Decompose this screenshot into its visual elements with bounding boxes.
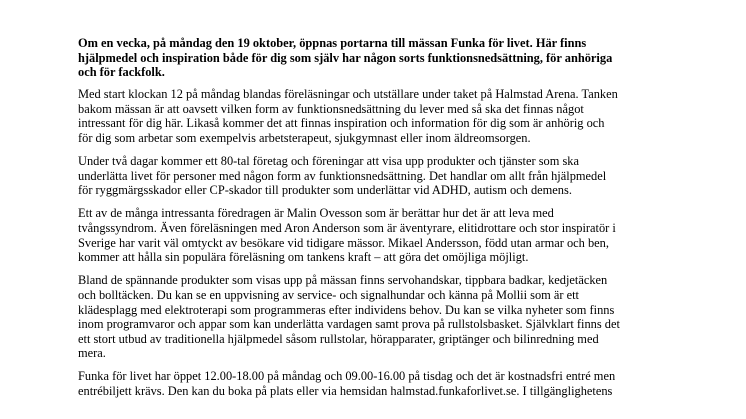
document-page [78,36,678,407]
text-line: mera. [78,346,106,361]
text-line: Med start klockan 12 på måndag blandas föreläsningar och utställare under taket på Halmstad Arena. Tanken [78,87,618,102]
text-line: Ett av de många intressanta föredragen är Malin Ovesson som är berättar hur det är att leva med [78,206,554,221]
paragraph-exhibitors [78,154,678,198]
text-line: underlätta livet för personer med någon form av funktionsnedsättning. Det handlar om allt från hjälpmedel [78,168,607,183]
text-line: inom programvaror och appar som kan underlätta vardagen samt prova på rullstolsbasket. Självklart finns det [78,317,620,332]
text-line: intressant för dig här. Likaså kommer det att finnas inspiration och information för dig som är anhörig och [78,116,605,131]
text-line: klädesplagg med elektroterapi som programmeras efter individens behov. Du kan se vilka nyheter som finns [78,302,615,317]
lead-line: och för fackfolk. [78,65,165,80]
text-line: bakom mässan är att oavsett vilken form av funktionsnedsättning du lever med så ska det finnas något [78,101,584,116]
paragraph-lectures [78,206,678,264]
text-line: kommer att hålla sin populära föreläsning om tankens kraft – att göra det omöjliga möjligt. [78,250,529,265]
text-line: Funka för livet har öppet 12.00-18.00 på måndag och 09.00-16.00 på tisdag och det är kostnadsfri entré men [78,369,616,384]
text-line: Bland de spännande produkter som visas upp på mässan finns servohandskar, tippbara badkar, kedjetäcken [78,273,608,288]
paragraph-opening-hours [78,369,678,398]
lead-line: Om en vecka, på måndag den 19 oktober, öppnas portarna till mässan Funka för livet. Här finns [78,36,587,50]
text-line: för ryggmärgsskador eller CP-skador till produkter som underlättar vid ADHD, autism och demens. [78,183,572,198]
text-line: och bolltäcken. Du kan se en uppvisning av service- och signalhundar och känna på Mollii som är ett [78,287,579,302]
lead-line: hjälpmedel och inspiration både för dig som själv har någon sorts funktionsnedsättning, för anhöriga [78,50,613,65]
text-line: Under två dagar kommer ett 80-tal företag och föreningar att visa upp produkter och tjänster som ska [78,154,579,169]
lead-paragraph [78,36,678,80]
text-line: Sverige har varit väl omtyckt av besökare vid tidigare mässor. Mikael Andersson, född utan armar och ben, [78,235,609,250]
text-line: ett stort utbud av traditionella hjälpmedel såsom rullstolar, hörapparater, griptänger och bilinredning med [78,331,599,346]
text-line: tvångssyndrom. Även föreläsningen med Aron Anderson som är äventyrare, elitidrottare och stor inspiratör i [78,221,616,236]
paragraph-products [78,273,678,361]
text-line: för dig som arbetar som exempelvis arbetsterapeut, sjukgymnast eller inom äldreomsorgen. [78,131,531,146]
paragraph-arena [78,87,678,145]
text-line: entrébiljett krävs. Den kan du boka på plats eller via hemsidan halmstad.funkaforlivet.se. I tillgänglighetens [78,383,613,398]
